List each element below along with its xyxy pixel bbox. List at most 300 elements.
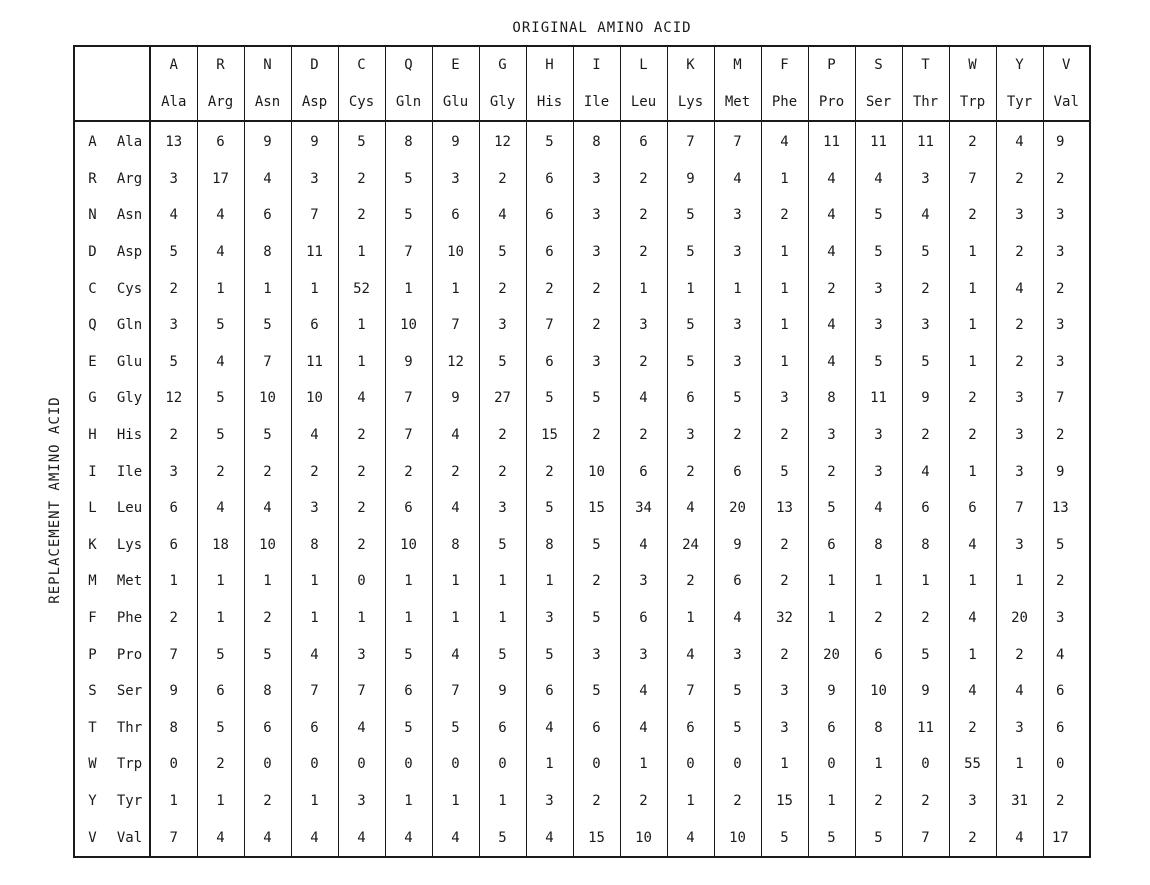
matrix-cell: 3: [761, 710, 808, 747]
column-code-header: L: [620, 46, 667, 83]
matrix-cell: 1: [949, 563, 996, 600]
column-abbr-header: Gly: [479, 83, 526, 121]
matrix-cell: 5: [808, 819, 855, 857]
matrix-cell: 7: [150, 636, 197, 673]
matrix-cell: 5: [1043, 527, 1090, 564]
matrix-cell: 0: [432, 746, 479, 783]
matrix-cell: 6: [620, 600, 667, 637]
matrix-cell: 0: [808, 746, 855, 783]
matrix-cell: 2: [573, 417, 620, 454]
matrix-cell: 13: [761, 490, 808, 527]
row-abbr-label: Lys: [110, 527, 150, 564]
column-abbr-header: Cys: [338, 83, 385, 121]
row-abbr-label: Met: [110, 563, 150, 600]
table-row: [74, 234, 1090, 271]
matrix-cell: 6: [197, 121, 244, 161]
matrix-cell: 4: [432, 417, 479, 454]
row-abbr-label: Arg: [110, 161, 150, 198]
matrix-cell: 10: [714, 819, 761, 857]
table-row: [74, 563, 1090, 600]
matrix-cell: 5: [902, 344, 949, 381]
matrix-cell: 0: [291, 746, 338, 783]
matrix-cell: 4: [714, 600, 761, 637]
matrix-cell: 2: [996, 636, 1043, 673]
matrix-cell: 11: [291, 234, 338, 271]
matrix-cell: 2: [1043, 270, 1090, 307]
matrix-cell: 1: [244, 563, 291, 600]
matrix-cell: 4: [620, 380, 667, 417]
matrix-cell: 6: [714, 563, 761, 600]
column-code-header-row: [74, 46, 1090, 83]
row-abbr-label: Val: [110, 819, 150, 857]
matrix-cell: 8: [526, 527, 573, 564]
matrix-cell: 4: [479, 197, 526, 234]
matrix-cell: 4: [996, 819, 1043, 857]
matrix-cell: 8: [432, 527, 479, 564]
row-abbr-label: Pro: [110, 636, 150, 673]
matrix-cell: 3: [620, 563, 667, 600]
matrix-cell: 17: [197, 161, 244, 198]
matrix-cell: 1: [338, 600, 385, 637]
matrix-cell: 7: [244, 344, 291, 381]
table-row: [74, 161, 1090, 198]
matrix-cell: 0: [244, 746, 291, 783]
column-abbr-header: Trp: [949, 83, 996, 121]
matrix-cell: 2: [949, 710, 996, 747]
matrix-cell: 7: [667, 121, 714, 161]
matrix-cell: 1: [949, 453, 996, 490]
matrix-cell: 3: [855, 453, 902, 490]
row-code-label: P: [88, 646, 97, 663]
matrix-cell: 2: [479, 161, 526, 198]
matrix-cell: 6: [808, 710, 855, 747]
matrix-cell: 2: [902, 600, 949, 637]
matrix-cell: 2: [150, 270, 197, 307]
matrix-cell: 3: [338, 636, 385, 673]
row-abbr-label: Tyr: [110, 783, 150, 820]
matrix-cell: 2: [338, 161, 385, 198]
matrix-cell: 9: [808, 673, 855, 710]
matrix-cell: 5: [385, 197, 432, 234]
matrix-cell: 4: [338, 380, 385, 417]
matrix-cell: 0: [385, 746, 432, 783]
column-code-header: F: [761, 46, 808, 83]
row-abbr-label: Gly: [110, 380, 150, 417]
row-code-label: D: [88, 244, 97, 261]
matrix-cell: 2: [338, 490, 385, 527]
matrix-cell: 9: [150, 673, 197, 710]
matrix-cell: 1: [761, 270, 808, 307]
matrix-cell: 10: [432, 234, 479, 271]
matrix-cell: 1: [855, 746, 902, 783]
row-code-label: L: [88, 500, 97, 517]
matrix-cell: 4: [432, 490, 479, 527]
matrix-cell: 0: [714, 746, 761, 783]
matrix-cell: 3: [902, 307, 949, 344]
matrix-cell: 2: [620, 161, 667, 198]
column-code-header: Q: [385, 46, 432, 83]
matrix-cell: 1: [479, 783, 526, 820]
matrix-cell: 8: [855, 527, 902, 564]
matrix-cell: 2: [573, 783, 620, 820]
matrix-cell: 55: [949, 746, 996, 783]
matrix-cell: 4: [808, 307, 855, 344]
row-code-label: S: [88, 683, 97, 700]
matrix-cell: 1: [761, 344, 808, 381]
matrix-cell: 4: [714, 161, 761, 198]
matrix-cell: 2: [761, 417, 808, 454]
matrix-cell: 6: [526, 161, 573, 198]
matrix-cell: 10: [244, 527, 291, 564]
matrix-cell: 1: [808, 783, 855, 820]
matrix-cell: 11: [902, 121, 949, 161]
matrix-cell: 1: [714, 270, 761, 307]
row-abbr-label: Glu: [110, 344, 150, 381]
matrix-cell: 4: [667, 490, 714, 527]
matrix-cell: 3: [573, 344, 620, 381]
matrix-cell: 3: [761, 380, 808, 417]
matrix-cell: 2: [1043, 417, 1090, 454]
matrix-cell: 2: [197, 746, 244, 783]
matrix-cell: 2: [996, 344, 1043, 381]
matrix-cell: 9: [902, 673, 949, 710]
row-code-label: G: [88, 390, 97, 407]
matrix-cell: 2: [667, 453, 714, 490]
matrix-cell: 4: [150, 197, 197, 234]
matrix-cell: 3: [150, 161, 197, 198]
matrix-cell: 10: [291, 380, 338, 417]
matrix-cell: 13: [1043, 490, 1090, 527]
matrix-cell: 2: [949, 417, 996, 454]
matrix-cell: 3: [855, 417, 902, 454]
matrix-cell: 1: [949, 270, 996, 307]
table-row: [74, 307, 1090, 344]
matrix-cell: 4: [667, 819, 714, 857]
row-code-label: F: [88, 610, 97, 627]
matrix-cell: 5: [573, 380, 620, 417]
matrix-cell: 1: [526, 563, 573, 600]
matrix-cell: 1: [197, 600, 244, 637]
matrix-cell: 3: [526, 783, 573, 820]
row-abbr-label: Asn: [110, 197, 150, 234]
matrix-cell: 6: [949, 490, 996, 527]
matrix-cell: 1: [432, 600, 479, 637]
matrix-cell: 5: [479, 344, 526, 381]
matrix-cell: 4: [432, 819, 479, 857]
table-title: ORIGINAL AMINO ACID: [512, 20, 692, 36]
matrix-cell: 5: [667, 344, 714, 381]
matrix-cell: 13: [150, 121, 197, 161]
matrix-cell: 11: [855, 380, 902, 417]
matrix-cell: 6: [902, 490, 949, 527]
matrix-cell: 5: [385, 710, 432, 747]
side-axis-title: REPLACEMENT AMINO ACID: [47, 396, 63, 604]
matrix-cell: 5: [526, 121, 573, 161]
matrix-cell: 0: [150, 746, 197, 783]
matrix-cell: 7: [667, 673, 714, 710]
column-code-header: I: [573, 46, 620, 83]
matrix-cell: 1: [620, 270, 667, 307]
column-code-header: S: [855, 46, 902, 83]
matrix-cell: 8: [855, 710, 902, 747]
matrix-cell: 6: [479, 710, 526, 747]
matrix-cell: 3: [996, 453, 1043, 490]
matrix-cell: 2: [996, 234, 1043, 271]
matrix-cell: 1: [761, 307, 808, 344]
column-code-header: T: [902, 46, 949, 83]
matrix-cell: 1: [197, 563, 244, 600]
matrix-cell: 3: [996, 417, 1043, 454]
matrix-cell: 1: [150, 563, 197, 600]
matrix-cell: 2: [150, 600, 197, 637]
matrix-cell: 2: [808, 270, 855, 307]
matrix-cell: 4: [996, 121, 1043, 161]
matrix-cell: 5: [244, 307, 291, 344]
matrix-cell: 4: [244, 490, 291, 527]
matrix-cell: 15: [573, 490, 620, 527]
matrix-cell: 1: [526, 746, 573, 783]
matrix-cell: 3: [573, 234, 620, 271]
matrix-cell: 3: [479, 490, 526, 527]
matrix-cell: 3: [855, 307, 902, 344]
matrix-cell: 2: [714, 783, 761, 820]
matrix-cell: 3: [855, 270, 902, 307]
matrix-cell: 5: [526, 636, 573, 673]
matrix-cell: 9: [714, 527, 761, 564]
matrix-cell: 6: [808, 527, 855, 564]
matrix-cell: 6: [855, 636, 902, 673]
matrix-cell: 4: [761, 121, 808, 161]
matrix-cell: 3: [667, 417, 714, 454]
matrix-cell: 4: [808, 344, 855, 381]
matrix-cell: 1: [761, 746, 808, 783]
corner-cell: [74, 83, 150, 121]
matrix-cell: 5: [855, 344, 902, 381]
matrix-cell: 7: [338, 673, 385, 710]
row-abbr-label: Trp: [110, 746, 150, 783]
matrix-cell: 1: [385, 600, 432, 637]
matrix-cell: 1: [808, 563, 855, 600]
matrix-cell: 3: [714, 636, 761, 673]
matrix-cell: 1: [291, 783, 338, 820]
matrix-cell: 3: [573, 197, 620, 234]
matrix-cell: 2: [338, 417, 385, 454]
column-abbr-header: Val: [1043, 83, 1090, 121]
matrix-cell: 11: [855, 121, 902, 161]
matrix-cell: 5: [432, 710, 479, 747]
column-abbr-header: His: [526, 83, 573, 121]
matrix-cell: 11: [808, 121, 855, 161]
matrix-cell: 2: [620, 344, 667, 381]
matrix-cell: 4: [808, 197, 855, 234]
row-code-label: K: [88, 536, 97, 553]
matrix-cell: 2: [949, 197, 996, 234]
matrix-cell: 8: [573, 121, 620, 161]
matrix-cell: 2: [761, 636, 808, 673]
matrix-cell: 2: [808, 453, 855, 490]
matrix-cell: 4: [949, 673, 996, 710]
matrix-cell: 4: [432, 636, 479, 673]
matrix-cell: 1: [761, 234, 808, 271]
matrix-cell: 2: [197, 453, 244, 490]
matrix-cell: 4: [667, 636, 714, 673]
matrix-cell: 3: [808, 417, 855, 454]
matrix-cell: 3: [1043, 307, 1090, 344]
column-abbr-header: Pro: [808, 83, 855, 121]
matrix-cell: 2: [526, 270, 573, 307]
matrix-cell: 4: [291, 417, 338, 454]
matrix-cell: 1: [432, 563, 479, 600]
matrix-cell: 5: [197, 380, 244, 417]
matrix-cell: 5: [479, 527, 526, 564]
matrix-cell: 1: [667, 783, 714, 820]
matrix-cell: 5: [761, 819, 808, 857]
matrix-cell: 1: [291, 270, 338, 307]
matrix-cell: 3: [291, 161, 338, 198]
matrix-cell: 4: [855, 161, 902, 198]
matrix-cell: 2: [338, 527, 385, 564]
table-row: [74, 819, 1090, 857]
matrix-cell: 6: [526, 234, 573, 271]
matrix-cell: 5: [479, 234, 526, 271]
row-code-label: I: [88, 463, 97, 480]
matrix-cell: 4: [620, 673, 667, 710]
matrix-cell: 8: [808, 380, 855, 417]
matrix-cell: 5: [385, 636, 432, 673]
matrix-cell: 2: [526, 453, 573, 490]
row-abbr-label: Asp: [110, 234, 150, 271]
row-code-label: N: [88, 207, 97, 224]
matrix-cell: 1: [949, 234, 996, 271]
matrix-cell: 2: [620, 234, 667, 271]
column-code-header: K: [667, 46, 714, 83]
matrix-cell: 6: [526, 344, 573, 381]
matrix-cell: 5: [714, 710, 761, 747]
matrix-cell: 1: [855, 563, 902, 600]
matrix-cell: 4: [526, 710, 573, 747]
matrix-cell: 5: [667, 307, 714, 344]
matrix-cell: 2: [902, 270, 949, 307]
matrix-cell: 2: [761, 527, 808, 564]
matrix-cell: 7: [714, 121, 761, 161]
column-code-header: H: [526, 46, 573, 83]
matrix-cell: 4: [244, 161, 291, 198]
matrix-cell: 7: [291, 673, 338, 710]
matrix-cell: 3: [526, 600, 573, 637]
matrix-cell: 2: [244, 600, 291, 637]
matrix-cell: 1: [197, 783, 244, 820]
matrix-cell: 6: [244, 197, 291, 234]
matrix-cell: 10: [855, 673, 902, 710]
row-abbr-label: Leu: [110, 490, 150, 527]
matrix-cell: 2: [291, 453, 338, 490]
matrix-cell: 3: [620, 307, 667, 344]
matrix-cell: 1: [338, 234, 385, 271]
column-abbr-header: Asp: [291, 83, 338, 121]
matrix-cell: 4: [291, 819, 338, 857]
matrix-cell: 2: [996, 307, 1043, 344]
matrix-cell: 7: [1043, 380, 1090, 417]
matrix-cell: 4: [197, 197, 244, 234]
column-code-header: M: [714, 46, 761, 83]
matrix-cell: 34: [620, 490, 667, 527]
matrix-cell: 5: [338, 121, 385, 161]
matrix-cell: 1: [385, 563, 432, 600]
matrix-cell: 2: [338, 197, 385, 234]
row-abbr-label: Ile: [110, 453, 150, 490]
matrix-cell: 7: [996, 490, 1043, 527]
matrix-cell: 3: [479, 307, 526, 344]
matrix-cell: 6: [620, 121, 667, 161]
column-abbr-header: Glu: [432, 83, 479, 121]
matrix-cell: 2: [620, 197, 667, 234]
matrix-cell: 1: [808, 600, 855, 637]
matrix-cell: 2: [432, 453, 479, 490]
column-code-header: G: [479, 46, 526, 83]
matrix-cell: 7: [432, 673, 479, 710]
matrix-cell: 2: [338, 453, 385, 490]
matrix-cell: 9: [385, 344, 432, 381]
matrix-cell: 1: [338, 344, 385, 381]
matrix-cell: 52: [338, 270, 385, 307]
matrix-cell: 5: [667, 197, 714, 234]
matrix-cell: 27: [479, 380, 526, 417]
column-abbr-header: Ile: [573, 83, 620, 121]
table-row: [74, 673, 1090, 710]
column-code-header: P: [808, 46, 855, 83]
matrix-cell: 6: [714, 453, 761, 490]
matrix-cell: 15: [761, 783, 808, 820]
matrix-cell: 3: [996, 527, 1043, 564]
table-row: [74, 490, 1090, 527]
matrix-cell: 0: [902, 746, 949, 783]
matrix-cell: 5: [479, 819, 526, 857]
matrix-cell: 6: [620, 453, 667, 490]
column-code-header: C: [338, 46, 385, 83]
matrix-cell: 8: [244, 673, 291, 710]
column-abbr-header: Thr: [902, 83, 949, 121]
column-abbr-header: Ala: [150, 83, 197, 121]
matrix-cell: 2: [949, 380, 996, 417]
matrix-cell: 4: [385, 819, 432, 857]
row-code-label: H: [88, 427, 97, 444]
matrix-cell: 5: [855, 819, 902, 857]
matrix-cell: 0: [338, 746, 385, 783]
matrix-cell: 5: [902, 636, 949, 673]
matrix-cell: 8: [150, 710, 197, 747]
matrix-cell: 2: [714, 417, 761, 454]
matrix-cell: 1: [432, 270, 479, 307]
matrix-cell: 5: [244, 636, 291, 673]
matrix-cell: 5: [573, 527, 620, 564]
row-code-label: W: [88, 756, 97, 773]
matrix-cell: 1: [996, 746, 1043, 783]
matrix-cell: 3: [150, 307, 197, 344]
row-abbr-label: Thr: [110, 710, 150, 747]
matrix-cell: 0: [1043, 746, 1090, 783]
matrix-cell: 20: [808, 636, 855, 673]
corner-cell: [74, 46, 150, 83]
matrix-cell: 2: [479, 270, 526, 307]
matrix-cell: 2: [667, 563, 714, 600]
matrix-cell: 2: [244, 783, 291, 820]
matrix-cell: 12: [150, 380, 197, 417]
matrix-cell: 1: [761, 161, 808, 198]
matrix-cell: 1: [338, 307, 385, 344]
matrix-cell: 4: [902, 197, 949, 234]
column-abbr-header: Tyr: [996, 83, 1043, 121]
matrix-cell: 4: [902, 453, 949, 490]
